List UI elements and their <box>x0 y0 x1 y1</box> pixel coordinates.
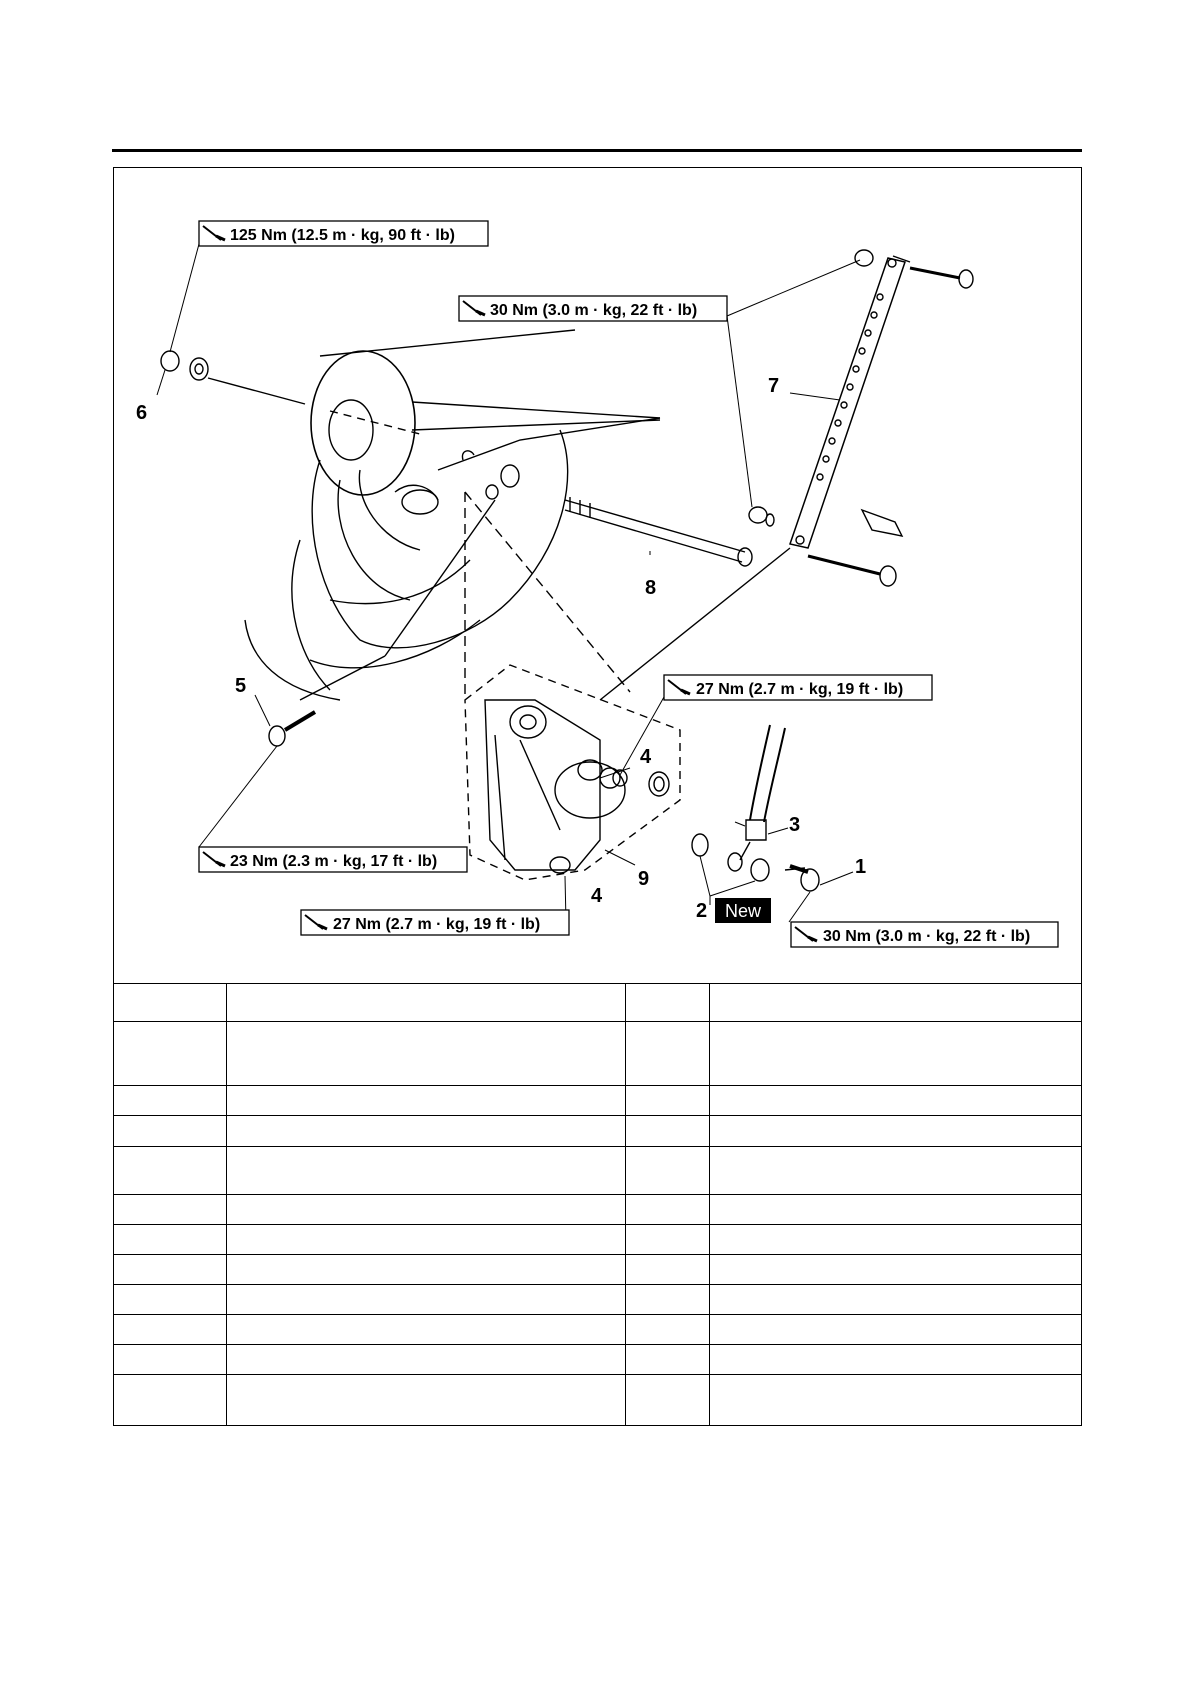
bracket-bolt-part <box>269 500 495 746</box>
callout-8: 8 <box>645 577 657 599</box>
parts-table <box>113 983 1082 1426</box>
torque-spec-2 <box>459 296 727 321</box>
callout-2: 2 <box>696 900 708 922</box>
wheel-drawing <box>245 330 660 700</box>
table-row <box>113 1375 1082 1426</box>
torque-spec-6 <box>791 922 1058 947</box>
table-row <box>113 1116 1082 1146</box>
callout-5: 5 <box>235 675 247 697</box>
table-row <box>113 1224 1082 1254</box>
table-row <box>113 1345 1082 1375</box>
callout-4b: 4 <box>591 885 603 907</box>
torque-spec-3 <box>664 675 932 700</box>
torque-spec-3-text: 27 Nm (2.7 m · kg, 19 ft · lb) <box>696 681 904 698</box>
torque-spec-5-text: 27 Nm (2.7 m · kg, 19 ft · lb) <box>333 916 541 933</box>
table-row <box>113 1086 1082 1116</box>
torque-spec-6-text: 30 Nm (3.0 m · kg, 22 ft · lb) <box>823 928 1031 945</box>
callout-3: 3 <box>789 814 801 836</box>
torque-spec-4-text: 23 Nm (2.3 m · kg, 17 ft · lb) <box>230 853 438 870</box>
table-row <box>113 1315 1082 1345</box>
brake-hose-part <box>692 725 819 891</box>
table-row <box>113 984 1082 1022</box>
table-row <box>113 1146 1082 1194</box>
torque-spec-5 <box>301 910 569 935</box>
new-badge-text: New <box>724 901 762 921</box>
torque-spec-1 <box>199 221 488 246</box>
callout-9: 9 <box>638 868 650 890</box>
callout-6: 6 <box>136 402 148 424</box>
callout-1: 1 <box>855 856 867 878</box>
torque-spec-2-text: 30 Nm (3.0 m · kg, 22 ft · lb) <box>490 302 698 319</box>
axle-nut-part <box>161 351 420 434</box>
torque-spec-4 <box>199 847 467 872</box>
axle-part <box>565 497 752 566</box>
table-row <box>113 1194 1082 1224</box>
callout-7: 7 <box>768 375 780 397</box>
table-row <box>113 1254 1082 1284</box>
table-row <box>113 1284 1082 1314</box>
table-row <box>113 1022 1082 1086</box>
tension-bar-part <box>749 250 973 586</box>
torque-spec-1-text: 125 Nm (12.5 m · kg, 90 ft · lb) <box>230 227 455 244</box>
new-badge <box>715 898 771 923</box>
callout-4a: 4 <box>640 746 652 768</box>
